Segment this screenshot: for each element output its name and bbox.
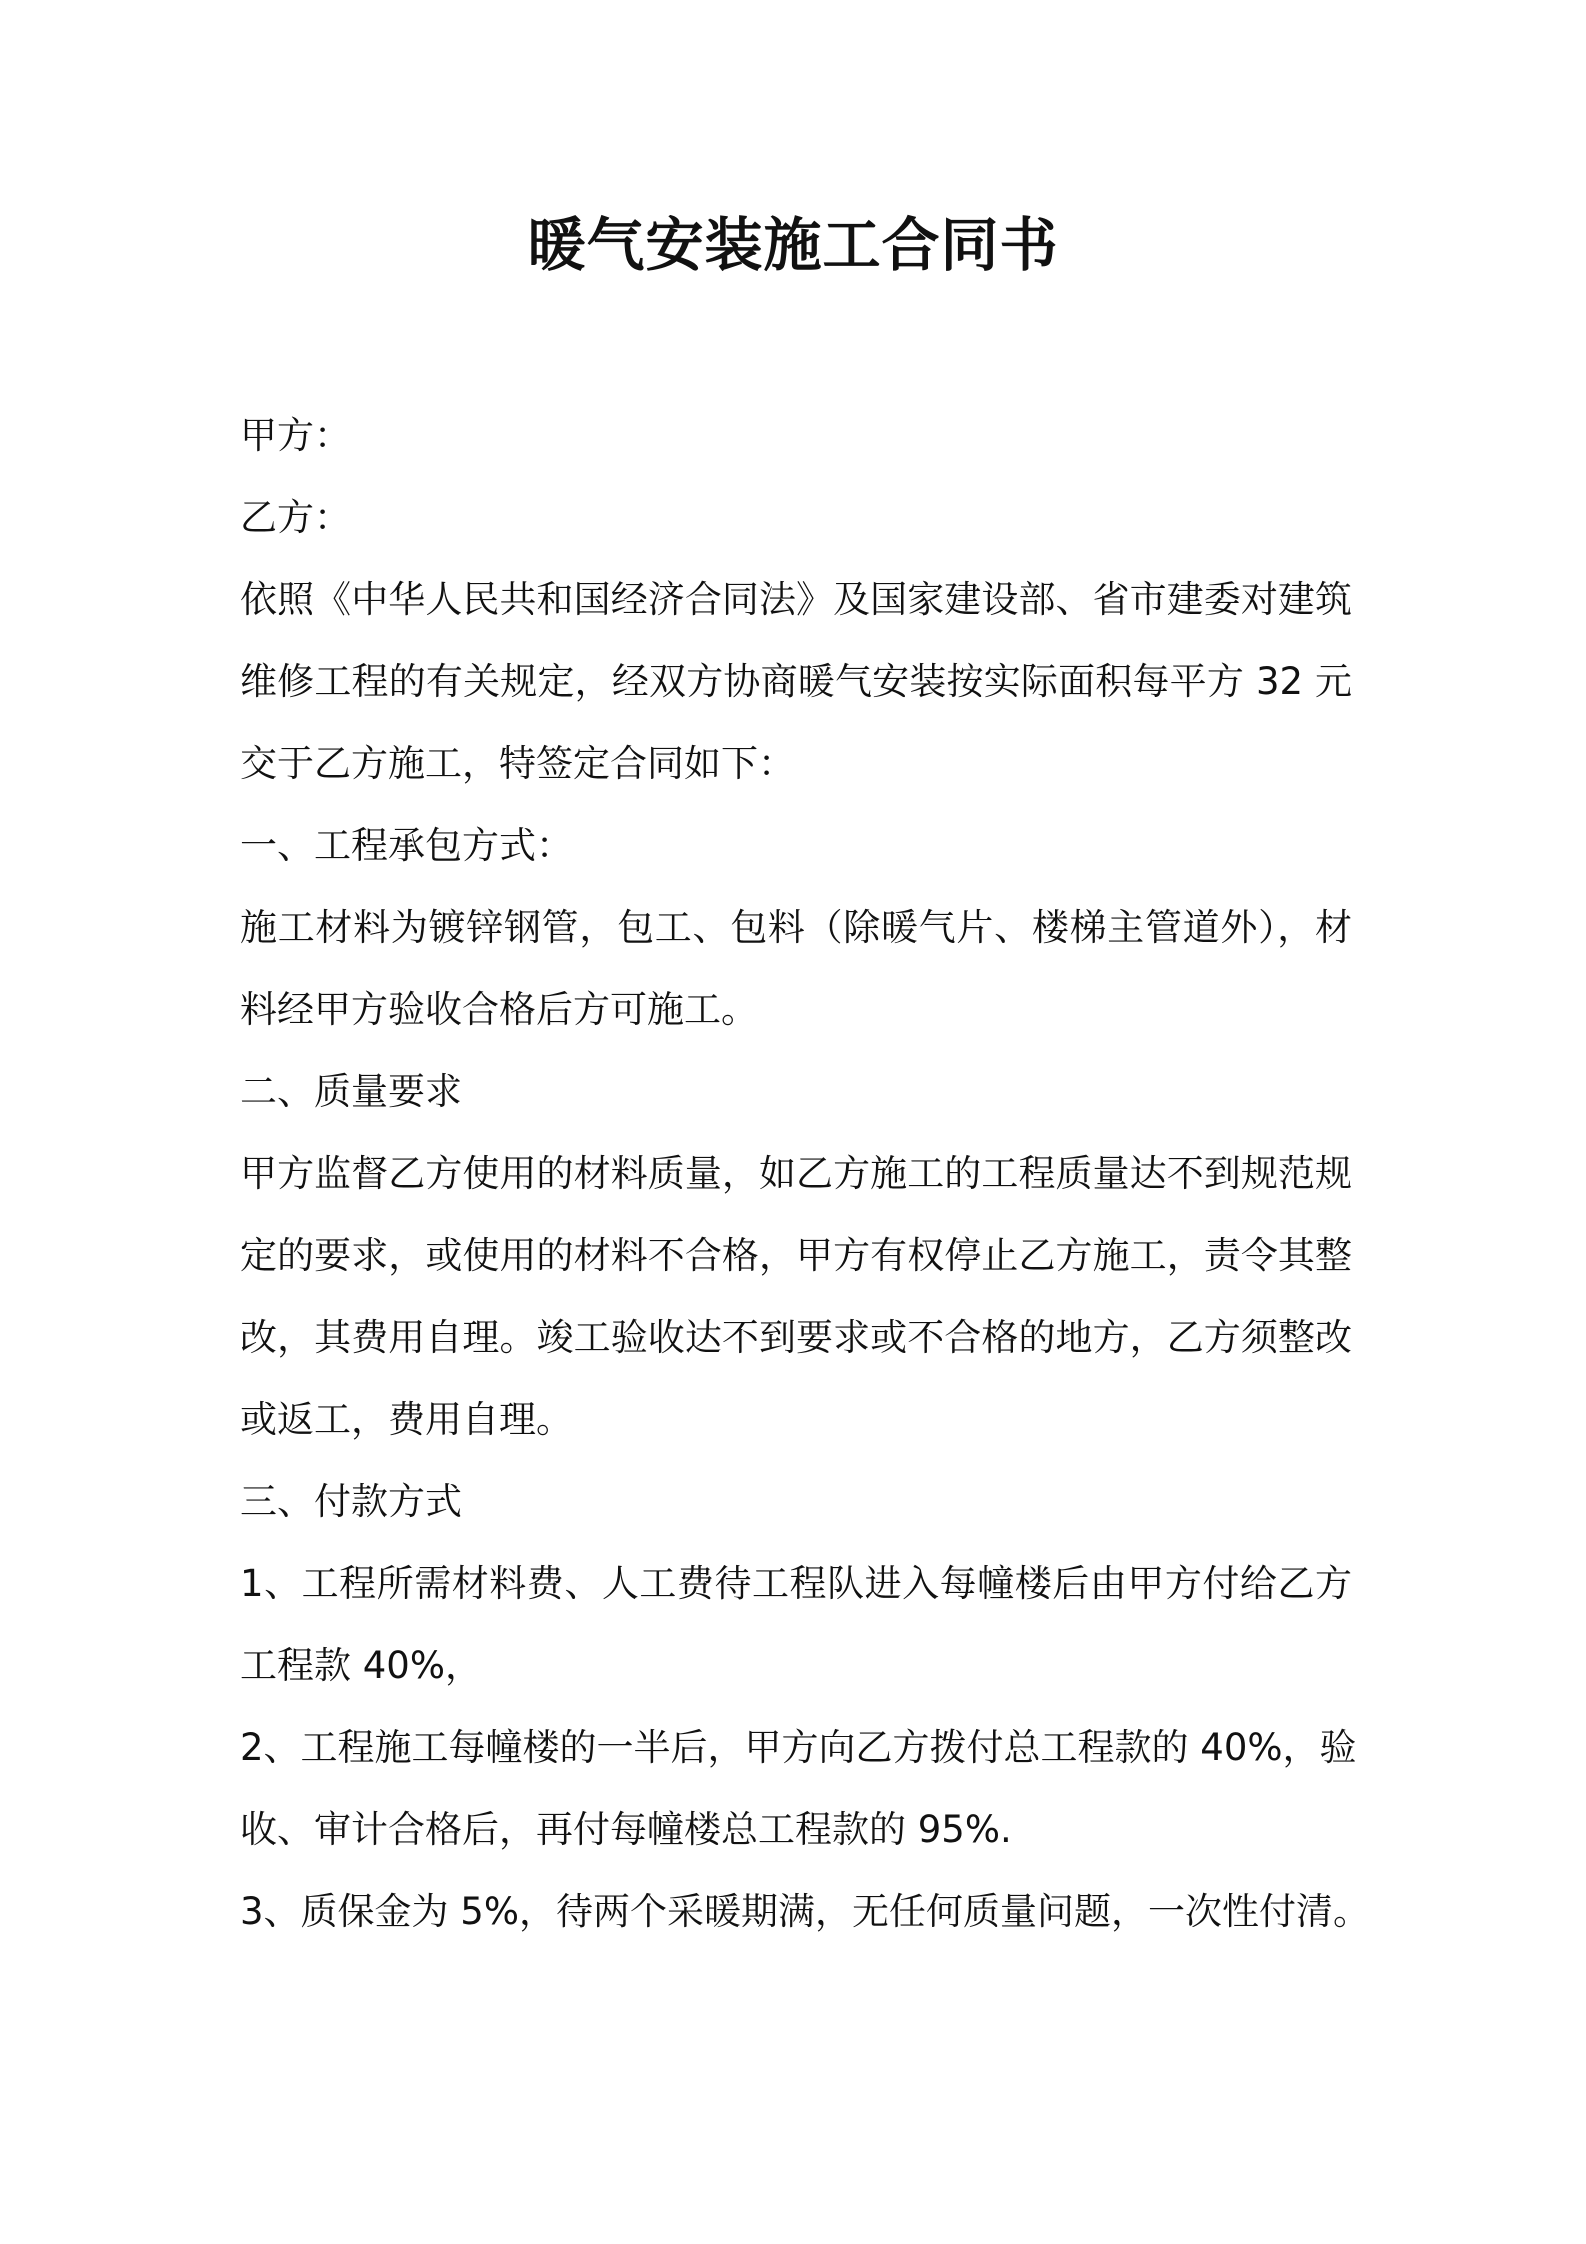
- section-heading: 三、付款方式: [240, 1480, 462, 1523]
- section-heading: 二、质量要求: [240, 1070, 462, 1113]
- section-heading: 一、工程承包方式：: [240, 824, 573, 867]
- payment-term-line: 工程款 40%，: [240, 1644, 482, 1687]
- section-body-line: 施工材料为镀锌钢管，包工、包料（除暖气片、楼梯主管道外），材: [240, 906, 1352, 949]
- intro-line: 维修工程的有关规定，经双方协商暖气安装按实际面积每平方 32 元: [240, 660, 1352, 703]
- document-title: 暖气安装施工合同书: [527, 211, 1059, 279]
- payment-term-line: 2、工程施工每幢楼的一半后，甲方向乙方拨付总工程款的 40%，验: [240, 1726, 1357, 1769]
- payment-term-line: 收、审计合格后，再付每幢楼总工程款的 95%.: [240, 1808, 1012, 1851]
- section-body-line: 定的要求，或使用的材料不合格，甲方有权停止乙方施工，责令其整: [240, 1234, 1352, 1277]
- section-body-line: 甲方监督乙方使用的材料质量，如乙方施工的工程质量达不到规范规: [240, 1152, 1352, 1195]
- section-body-line: 或返工，费用自理。: [240, 1398, 573, 1441]
- party-b-label: 乙方：: [240, 496, 351, 539]
- section-body-line: 改，其费用自理。竣工验收达不到要求或不合格的地方，乙方须整改: [240, 1316, 1352, 1359]
- party-a-label: 甲方：: [240, 414, 351, 457]
- section-body-line: 料经甲方验收合格后方可施工。: [240, 988, 758, 1031]
- intro-line: 交于乙方施工，特签定合同如下：: [240, 742, 795, 785]
- payment-term-line: 1、工程所需材料费、人工费待工程队进入每幢楼后由甲方付给乙方: [240, 1562, 1352, 1605]
- intro-line: 依照《中华人民共和国经济合同法》及国家建设部、省市建委对建筑: [240, 578, 1352, 621]
- payment-term-line: 3、质保金为 5%，待两个采暖期满，无任何质量问题，一次性付清。: [240, 1890, 1370, 1933]
